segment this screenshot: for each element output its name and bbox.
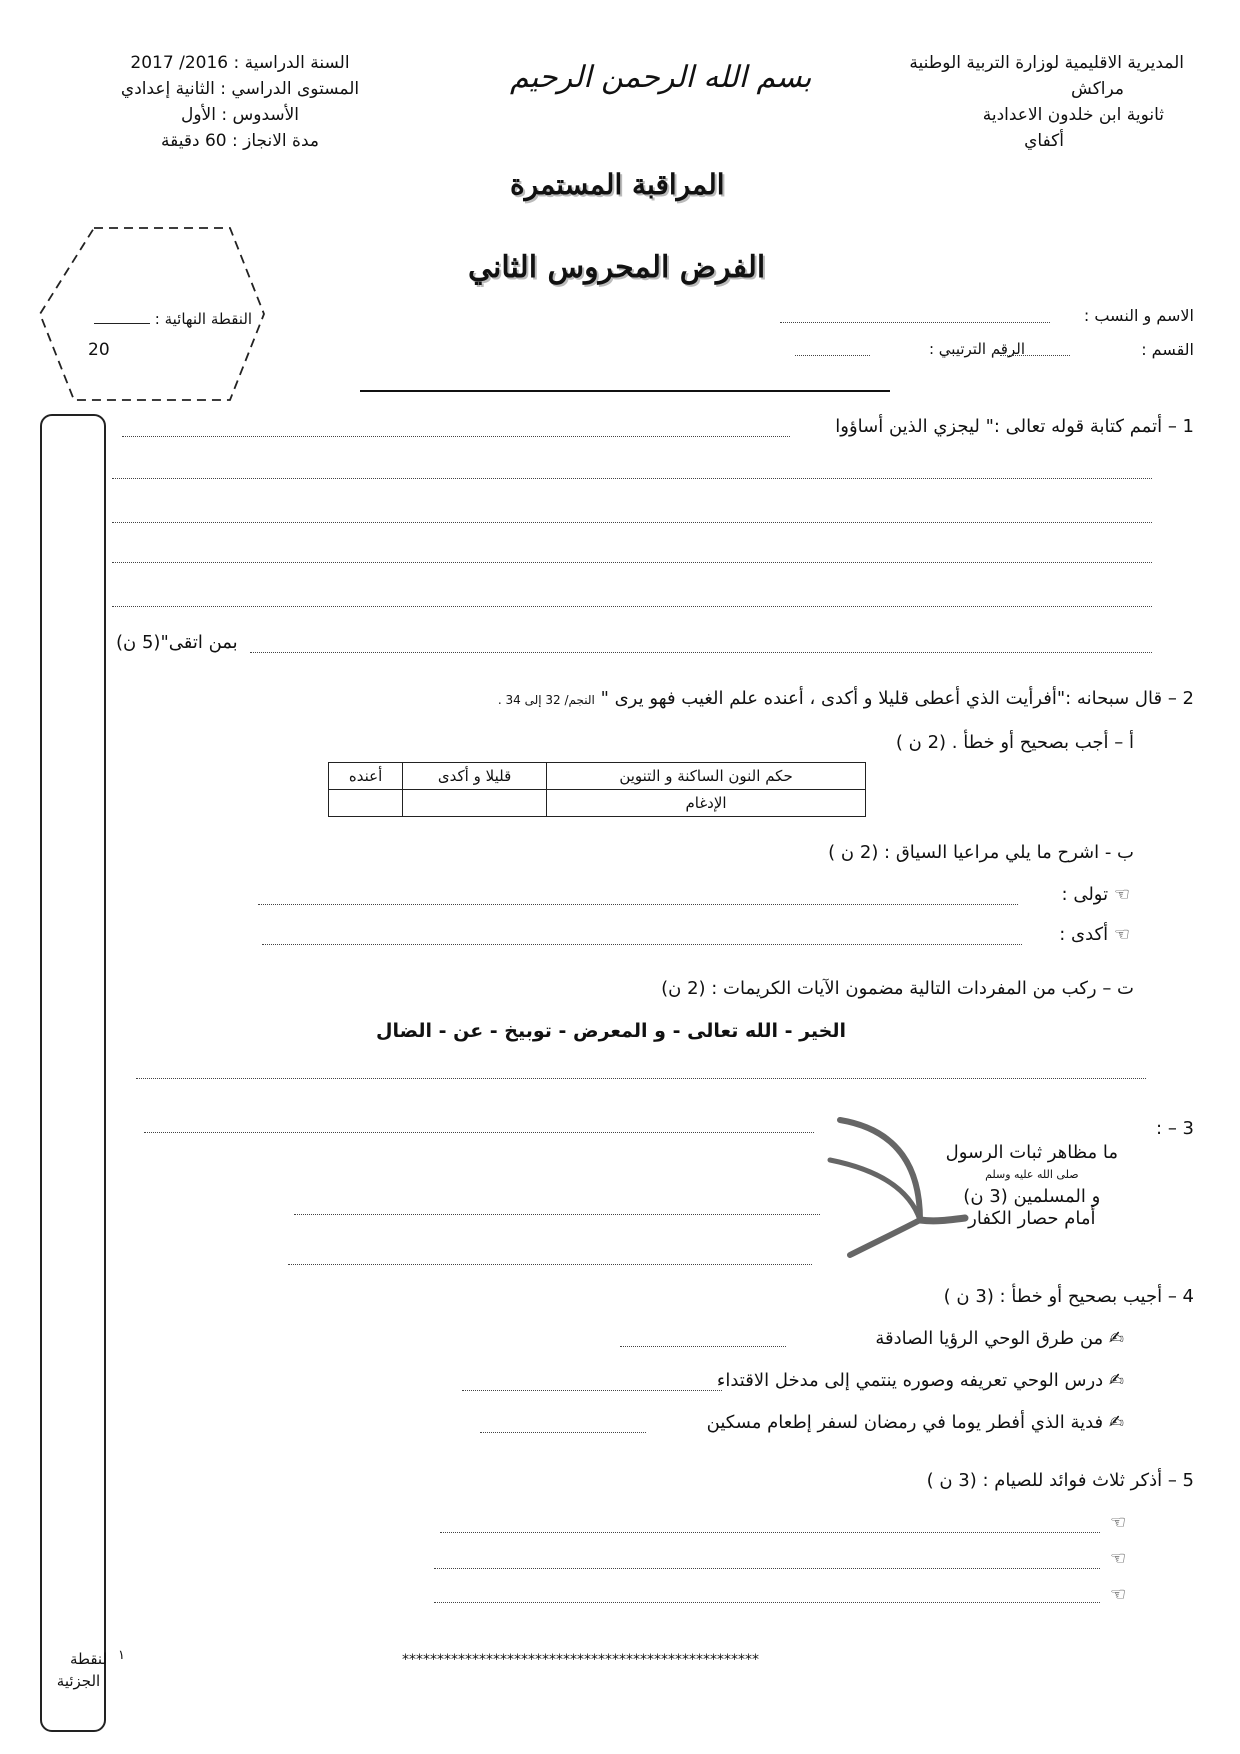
q2-text: 2 – قال سبحانه :"أفرأيت الذي أعطى قليلا و أكدى ، أعنده علم الغيب فهو يرى " النجم/ 32 إلى 34 . [497,688,1194,709]
q4-item-1: ✍ درس الوحي تعريفه وصوره ينتمي إلى مدخل الاقتداء [716,1370,1124,1391]
q3-brace [820,1110,980,1260]
q5-label: 5 – أذكر ثلاث فوائد للصيام : (3 ن ) [926,1470,1194,1491]
q1-line-4[interactable] [112,606,1152,607]
q3-field-0[interactable] [144,1132,814,1133]
q1-line-2[interactable] [112,522,1152,523]
pencil-icon: ✍ [1108,1412,1124,1433]
student-number-label: الرقم الترتيبي : [928,340,1025,358]
basmala: بسم الله الرحمن الرحيم [510,60,812,95]
header-level: المستوى الدراسي : الثانية إعدادي [120,79,360,99]
q4-field-1[interactable] [462,1390,722,1391]
q2a-label: أ – أجب بصحيح أو خطأ . (2 ن ) [895,732,1134,753]
header-school: ثانوية ابن خلدون الاعدادية [982,105,1164,125]
q2b-field-1[interactable] [262,944,1022,945]
header-year: السنة الدراسية : 2016/ 2017 [130,53,350,73]
title-continuous-assessment: المراقبة المستمرة [510,168,725,201]
hand-point-icon: ☜ [1110,1548,1127,1569]
pencil-icon: ✍ [1108,1370,1124,1391]
pencil-icon: ✍ [1108,1328,1124,1349]
q2b-label: ب - اشرح ما يلي مراعيا السياق : (2 ن ) [828,842,1134,863]
q2b-field-0[interactable] [258,904,1018,905]
q1-line-3[interactable] [112,562,1152,563]
q2a-table [328,762,866,817]
hand-point-icon: ☜ [1110,1512,1127,1533]
q2a-cell-word1[interactable] [403,790,547,817]
q4-item-2: ✍ فدية الذي أفطر يوما في رمضان لسفر إطعام مسكين [706,1412,1124,1433]
q4-item-0: ✍ من طرق الوحي الرؤيا الصادقة [875,1328,1124,1349]
header-semester: الأسدوس : الأول [180,105,300,125]
q2a-header-rule: حكم النون الساكنة و التنوين [547,763,866,790]
q3-number: 3 – : [1156,1118,1194,1139]
hand-point-icon: ☜ [1113,924,1130,945]
student-name-field[interactable] [780,322,1050,323]
student-class-label: القسم : [1141,340,1194,359]
q2b-item-1: ☜ أكدى : [1059,924,1130,945]
q2a-cell-word2[interactable] [329,790,403,817]
header-city: مراكش [1071,79,1124,99]
final-score-label: النقطة النهائية : [94,310,252,328]
student-name-label: الاسم و النسب : [1083,306,1194,325]
header-directorate: المديرية الاقليمية لوزارة التربية الوطنية [909,53,1184,73]
title-exam: الفرض المحروس الثاني [468,250,766,285]
final-score-total: 20 [88,340,110,360]
footer-stars: *************************************************** [402,1652,759,1668]
q2a-header-word2: أعنده [329,763,403,790]
q1-line-1[interactable] [112,478,1152,479]
hand-point-icon: ☜ [1113,884,1130,905]
q1-line-5[interactable] [250,652,1152,653]
q2c-field[interactable] [136,1078,1146,1079]
q1-text: 1 – أتمم كتابة قوله تعالى :" ليجزي الذين أساؤوا [835,416,1194,437]
partial-score-column [40,414,106,1732]
header-right [909,50,1184,154]
header-divider [360,390,890,392]
header-duration: مدة الانجاز : 60 دقيقة [161,131,319,151]
header-left [80,50,400,154]
student-number-field[interactable] [795,355,870,356]
q1-line-0[interactable] [122,436,790,437]
q2a-cell-rule: الإدغام [547,790,866,817]
page-number: ١ [118,1648,125,1663]
q3-field-2[interactable] [288,1264,812,1265]
q5-field-0[interactable] [440,1532,1100,1533]
q2c-label: ت – ركب من المفردات التالية مضمون الآيات الكريمات : (2 ن) [661,978,1134,999]
q5-field-1[interactable] [434,1568,1100,1569]
q3-field-1[interactable] [294,1214,820,1215]
q4-field-2[interactable] [480,1432,646,1433]
q2c-words: الخير - الله تعالى - و المعرض - توبيخ - عن - الضال [376,1020,846,1042]
q2-reference: النجم/ 32 إلى 34 . [497,693,595,707]
student-class-field[interactable] [1000,355,1070,356]
q5-field-2[interactable] [434,1602,1100,1603]
q3-question: ما مظاهر ثبات الرسول صلى الله عليه وسلم و المسلمين (3 ن) أمام حصار الكفار [945,1142,1118,1229]
q4-label: 4 – أجيب بصحيح أو خطأ : (3 ن ) [943,1286,1194,1307]
header-town: أكفاي [1024,131,1064,151]
hand-point-icon: ☜ [1110,1584,1127,1605]
partial-score-label: لنقطة الجزئية [56,1650,108,1690]
q1-end: بمن اتقى"(5 ن) [116,632,238,653]
q2b-item-0: ☜ تولى : [1061,884,1130,905]
q4-field-0[interactable] [620,1346,786,1347]
q2a-header-word1: قليلا و أكدى [403,763,547,790]
